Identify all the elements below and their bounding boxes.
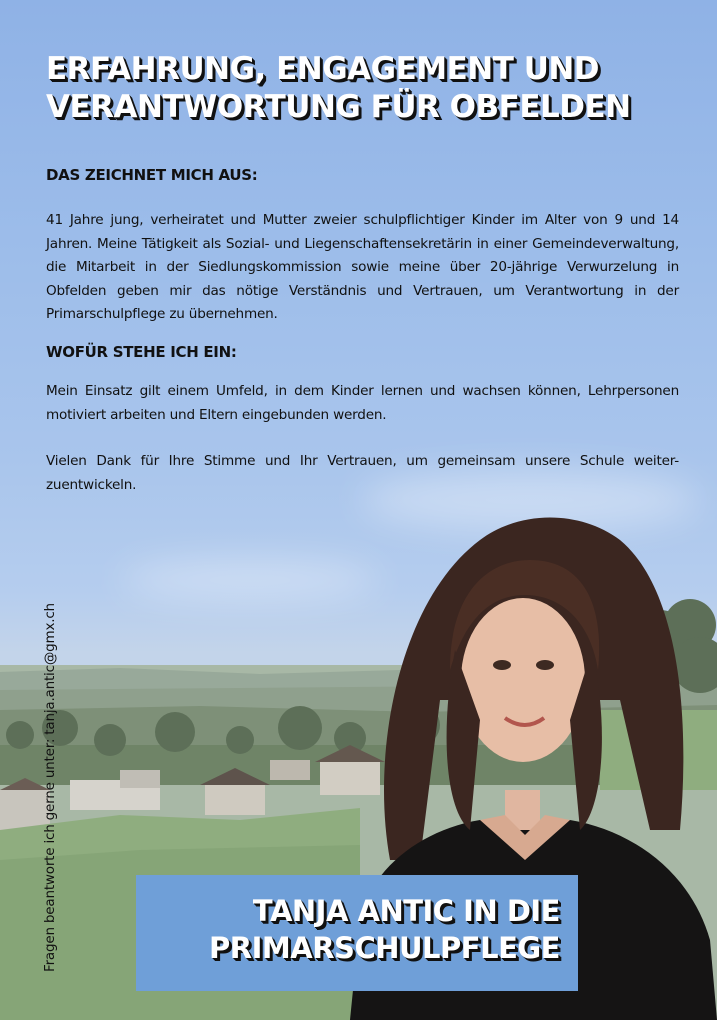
banner-line-2: PRIMARSCHULPFLEGE: [209, 931, 560, 965]
headline-line-2: VERANTWORTUNG FÜR OBFELDEN: [46, 89, 631, 125]
headline: [46, 50, 696, 126]
thanks-text: Vielen Dank für Ihre Stimme und Ihr Vertrauen, um gemeinsam unsere Schule weiter-zuentwickeln.: [46, 453, 679, 493]
contact-email-text: Fragen beantworte ich gerne unter: tanja.antic@gmx.ch: [42, 603, 58, 972]
banner-line-1: TANJA ANTIC IN DIE: [252, 894, 560, 928]
headline-line-1: ERFAHRUNG, ENGAGEMENT UND: [46, 51, 600, 87]
qualifications-text: 41 Jahre jung, verheiratet und Mutter zweier schulpflichtiger Kinder im Alter von 9 und 14 Jahren. Meine Tätigkeit als Sozial- und Liegenschaftensekretärin in einer Gemeindeverwaltung, die Mitarbeit in der Siedlungskommission sowie meine über 20-jährige Verwurzelung in Obfelden geben mir das nötige Verständnis und Vertrauen, um Verantwortung in der Primarschulpflege zu übernehmen.: [46, 212, 679, 322]
candidate-banner: [136, 875, 578, 991]
section-heading-values: WOFÜR STEHE ICH EIN:: [46, 343, 237, 361]
banner-title: [136, 893, 560, 967]
section-heading-qualifications: DAS ZEICHNET MICH AUS:: [46, 166, 258, 184]
values-text: Mein Einsatz gilt einem Umfeld, in dem Kinder lernen und wachsen können, Lehrpersonen motiviert arbeiten und Eltern eingebunden werden.: [46, 383, 679, 423]
